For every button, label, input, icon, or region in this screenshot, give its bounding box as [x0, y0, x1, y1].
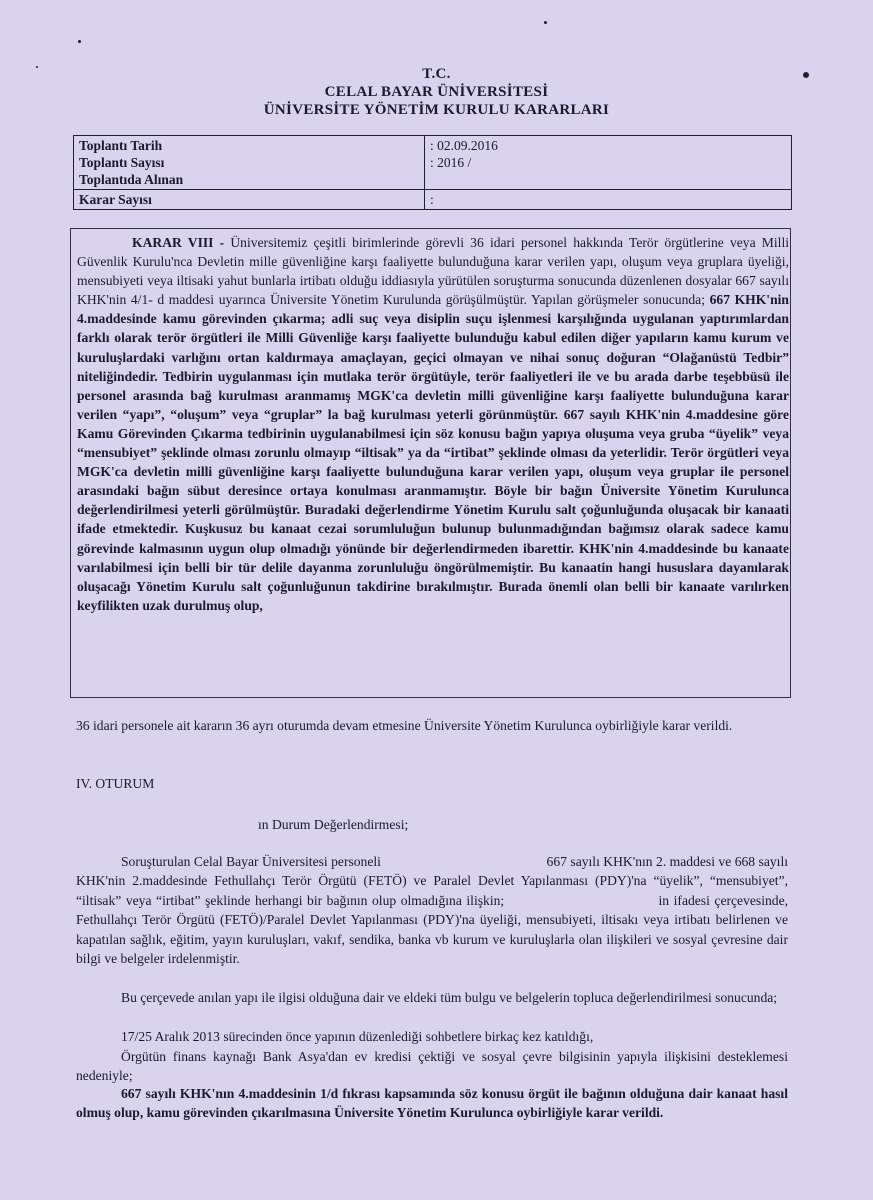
paragraph-sessions-text: 36 idari personele ait kararın 36 ayrı oturumda devam etmesine Üniversite Yönetim Kurulunca oybirliğiyle karar verildi.	[76, 718, 733, 733]
meeting-number-label: Toplantı Sayısı	[79, 155, 165, 170]
decision-taken-label: Toplantıda Alınan	[79, 172, 184, 187]
paragraph-conclusion-text: 667 sayılı KHK'nın 4.maddesinin 1/d fıkrası kapsamında söz konusu örgüt ile bağının olduğuna dair kanaat hasıl olmuş olup, kamu görevinden çıkarılmasına Üniversite Yönetim Kurulunca oybirliğiyle karar verildi.	[76, 1086, 788, 1121]
decision-lead: KARAR VIII -	[132, 235, 225, 250]
paragraph-sessions	[76, 716, 788, 735]
paragraph-meetings	[76, 1027, 788, 1046]
header-university: CELAL BAYAR ÜNİVERSİTESİ	[324, 84, 549, 100]
session-heading	[76, 774, 788, 793]
scan-speck	[78, 40, 81, 43]
paragraph-investigation	[76, 852, 792, 968]
meeting-date-value: : 02.09.2016	[430, 138, 498, 153]
section-title	[258, 815, 658, 834]
header-tc: T.C.	[422, 66, 451, 82]
section-title-text: ın Durum Değerlendirmesi;	[258, 817, 409, 832]
decision-body: Üniversitemiz çeşitli birimlerinde görevli 36 idari personel hakkında Terör örgütlerine veya Milli Güvenlik Kurulu'nca Devletin mille güvenliğine karşı faaliyette bulunduğuna karar verilen yapı, oluşum veya gruplara üyeliği, mensubiyeti veya iltisaki yahut bunlarla irtibatı olduğu iddiasıyla yürütülen soruşturma sonucunda düzenlenen dosyalar 667 sayılı KHK'nin 4/1- d maddesi uyarınca Üniversite Yönetim Kurulunda görüşülmüştür. Yapılan görüşmeler sonucunda;	[77, 235, 790, 308]
paragraph-evaluation	[76, 988, 788, 1007]
header-board: ÜNİVERSİTE YÖNETİM KURULU KARARLARI	[263, 102, 610, 118]
meeting-info-table	[73, 135, 792, 210]
paragraph-meetings-text: 17/25 Aralık 2013 sürecinden önce yapının düzenlediği sohbetlere birkaç kez katıldığı,	[121, 1029, 594, 1044]
paragraph-finance	[76, 1047, 788, 1086]
decision-number-value: :	[425, 190, 792, 210]
meeting-date-label: Toplantı Tarih	[79, 138, 163, 153]
paragraph-finance-text: Örgütün finans kaynağı Bank Asya'dan ev kredisi çektiği ve sosyal çevre bilgisinin yapıyla ilişkisini desteklemesi nedeniyle;	[76, 1049, 788, 1084]
decision-body-bold: 667 KHK'nin 4.maddesinde kamu görevinden çıkarma; adli suç veya disiplin suçu işlenmesi karşılığında uygulanan yaptırımlardan farklı olarak terör örgütleri ile Milli Güvenliğe karşı faaliyette bulunduğu kabul edilen diğer yapıların kamu kurum ve kuruluşlardaki varlığını ortan kaldırmaya amaçlayan, geçici olmayan ve nihai sonuç doğuran “Olağanüstü Tedbir” niteliğindedir. Tedbirin uygulanması için mutlaka terör örgütüyle, terör faaliyetleri ile ve bu arada darbe teşebbüsü ile personel arasında bağ kurulması aranmamış MGK'ca devletin milli güvenliğine karşı faaliyette bulunduğuna karar verilen “yapı”, “oluşum” veya “gruplar” la bağ kurulması yeterli görünmüştür. 667 sayılı KHK'nin 4.maddesine göre Kamu Görevinden Çıkarma tedbirinin uygulanabilmesi için söz konusu bağın yapıya oluşuma veya gruba “üyelik” veya “mensubiyet” şeklinde olması zorunlu olmayıp “iltisak” ya da “irtibat” şeklinde olması da yeterlidir. Terör örgütleri veya MGK'ca devletin milli güvenliğine karşı faaliyette bulunduğuna karar verilen yapı, oluşum veya gruplar ile personel arasındaki bağın sübut deresince ortaya konulması aranmamıştır. Böyle bir bağın Üniversite Yönetim Kurulunca değerlendirilmesi yeterli görülmüştür. Buradaki değerlendirme Yönetim Kurulu salt çoğunluğunda oluşacak bir kanaati ifade etmektedir. Kuşkusuz bu kanaat cezai sorumluluğun bulunup bulunmadığından bağımsız olarak sadece kamu görevinde kalmasının uygun olup olmadığı yönünde bir değerlendirmeden ibarettir. KHK'nin 4.maddesinde bu kanaate varılabilmesi için belli bir tür delile dayanma zorunluluğu öngörülmemiştir. Bu kanaatin hangi hususlara dayanılarak oluşacağı Yönetim Kurulu salt çoğunluğunun takdirine bırakılmıştır. Burada önemli olan belli bir kanaate varılırken keyfilikten uzak durulmuş olup,	[77, 292, 789, 613]
session-heading-text: IV. OTURUM	[76, 776, 155, 791]
paragraph-evaluation-text: Bu çerçevede anılan yapı ile ilgisi olduğuna dair ve eldeki tüm bulgu ve belgelerin topluca değerlendirilmesi sonucunda;	[121, 990, 778, 1005]
meeting-values	[425, 136, 792, 190]
scan-speck	[544, 21, 547, 24]
paragraph-investigation-text: Soruşturulan Celal Bayar Üniversitesi personeli 667 sayılı KHK'nın 2. maddesi ve 668 sayılı KHK'nin 2.maddesinde Fethullahçı Terör Örgütü (FETÖ) ve Paralel Devlet Yapılanması (PDY)'na “üyelik”, “mensubiyet”, “iltisak” veya “irtibat” şeklinde herhangi bir bağının olup olmadığına ilişkin; in ifadesi çerçevesinde, Fethullahçı Terör Örgütü (FETÖ)/Paralel Devlet Yapılanması (PDY)'na üyeliği, mensubiyeti, iltisakı veya irtibatı belirlenen ve kapatılan sağlık, eğitim, yayın kuruluşları, vakıf, sendika, banka vb kurum ve kuruluşlarla olan ilişkileri ve sosyal çevresine dair bilgi ve belgeler irdelenmiştir.	[76, 854, 792, 967]
meeting-labels	[74, 136, 425, 190]
decision-taken-value	[430, 171, 786, 188]
paragraph-conclusion	[76, 1084, 788, 1123]
decision-text	[77, 233, 789, 615]
decision-number-label: Karar Sayısı	[74, 190, 425, 210]
meeting-number-value: : 2016 /	[430, 155, 472, 170]
